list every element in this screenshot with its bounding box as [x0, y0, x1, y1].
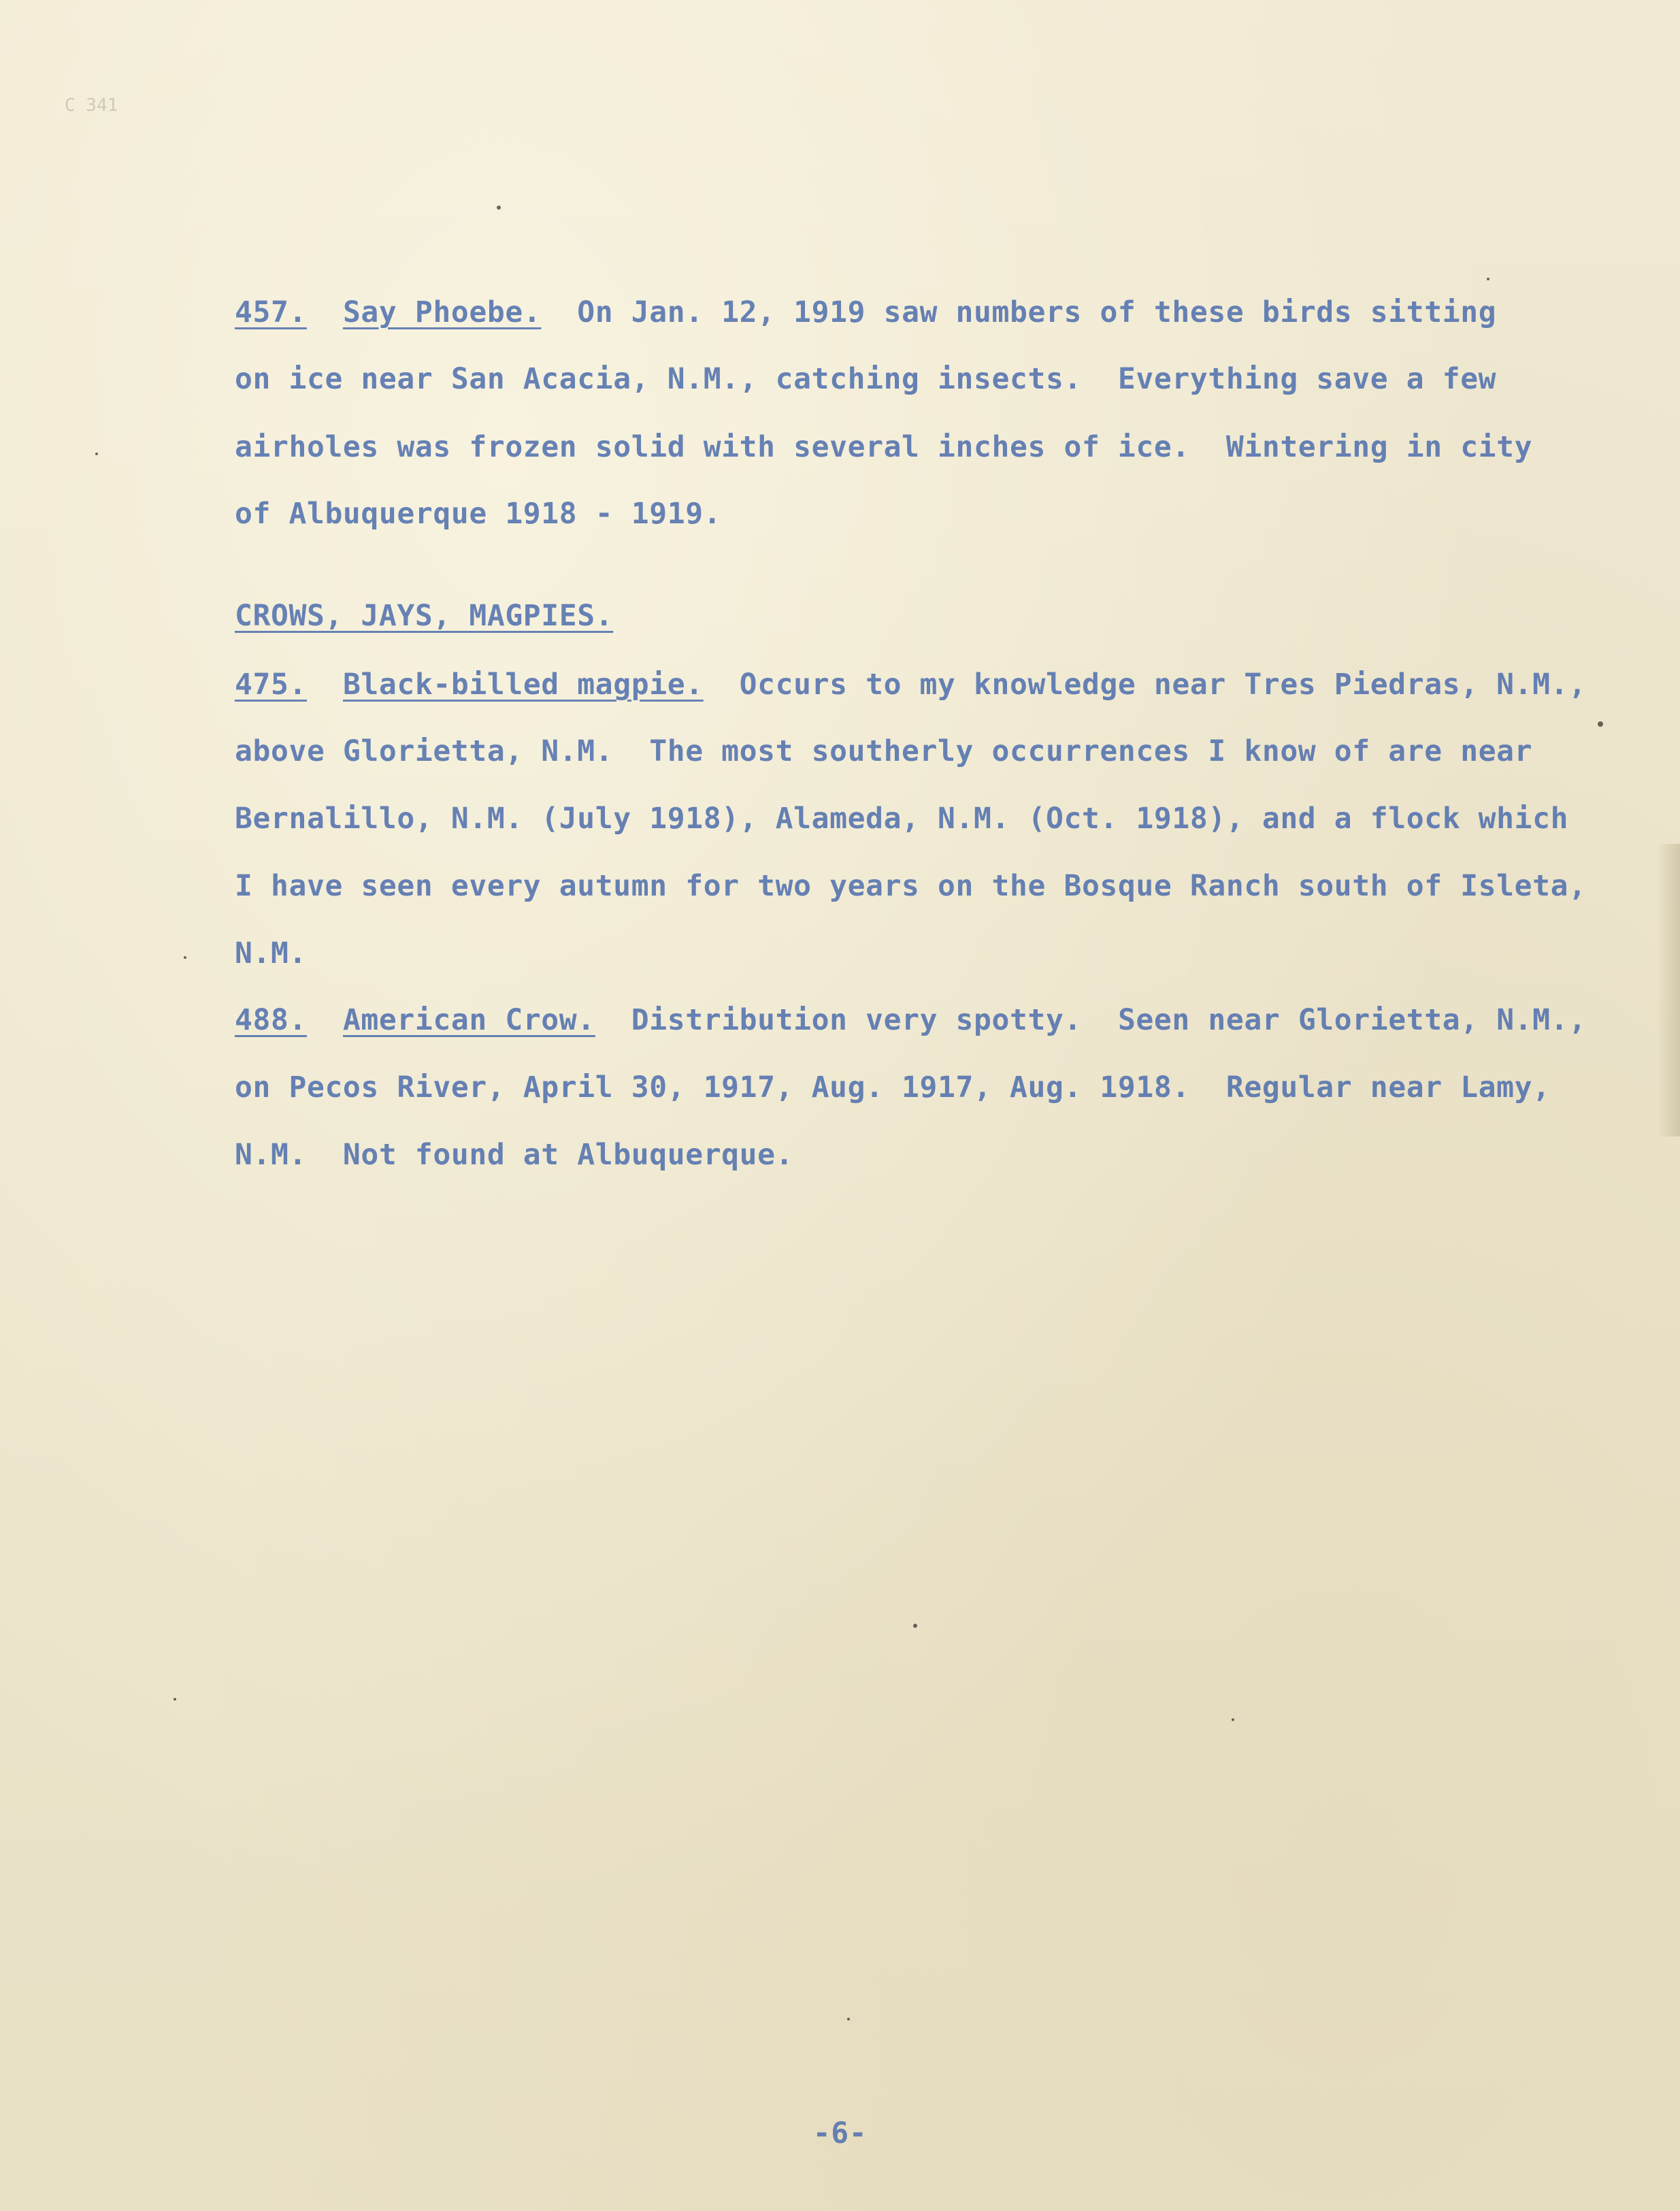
entry-475-line-3: Bernalillo, N.M. (July 1918), Alameda, N.M. (Oct. 1918), and a flock which: [235, 802, 1569, 836]
paper-speck: [497, 206, 501, 210]
paper-fold-shadow: [1657, 844, 1680, 1136]
paper-speck: [913, 1624, 917, 1628]
entry-488-line-3: N.M. Not found at Albuquerque.: [235, 1138, 794, 1172]
entry-488-line-1: [235, 1003, 1587, 1037]
paper-speck: [1232, 1718, 1234, 1721]
paper-speck: [1598, 721, 1603, 727]
paper-speck: [184, 956, 186, 959]
entry-457-line-1: [235, 295, 1497, 329]
entry-457-species: Say Phoebe.: [342, 295, 542, 329]
entry-457-text: On Jan. 12, 1919 saw numbers of these birds sitting: [541, 295, 1497, 329]
section-heading: CROWS, JAYS, MAGPIES.: [235, 599, 614, 633]
entry-457-number: 457.: [235, 295, 307, 329]
entry-475-line-1: [235, 670, 1587, 700]
entry-457-line-3: airholes was frozen solid with several inches of ice. Wintering in city: [235, 430, 1533, 464]
entry-475-number: 475.: [235, 668, 307, 702]
entry-457-line-4: of Albuquerque 1918 - 1919.: [235, 497, 722, 531]
entry-488-text: Distribution very spotty. Seen near Glorietta, N.M.,: [595, 1003, 1587, 1037]
entry-475-line-2: above Glorietta, N.M. The most southerly occurrences I know of are near: [235, 734, 1533, 768]
entry-457-line-2: on ice near San Acacia, N.M., catching insects. Everything save a few: [235, 362, 1497, 396]
corner-mark: C 341: [65, 95, 118, 116]
paper-speck: [95, 453, 98, 455]
entry-475-species: Black-billed magpie.: [342, 668, 704, 702]
entry-475-line-5: N.M.: [235, 936, 307, 970]
entry-488-number: 488.: [235, 1003, 307, 1037]
entry-488-line-2: on Pecos River, April 30, 1917, Aug. 1917, Aug. 1918. Regular near Lamy,: [235, 1070, 1551, 1104]
entry-488-species: American Crow.: [342, 1003, 595, 1037]
entry-475-line-4: I have seen every autumn for two years on the Bosque Ranch south of Isleta,: [235, 869, 1587, 903]
page-number: -6-: [812, 2116, 868, 2150]
paper-speck: [847, 2018, 850, 2020]
paper-speck: [1487, 278, 1489, 280]
entry-475-text: Occurs to my knowledge near Tres Piedras, N.M.,: [703, 668, 1587, 702]
paper-speck: [174, 1698, 176, 1701]
